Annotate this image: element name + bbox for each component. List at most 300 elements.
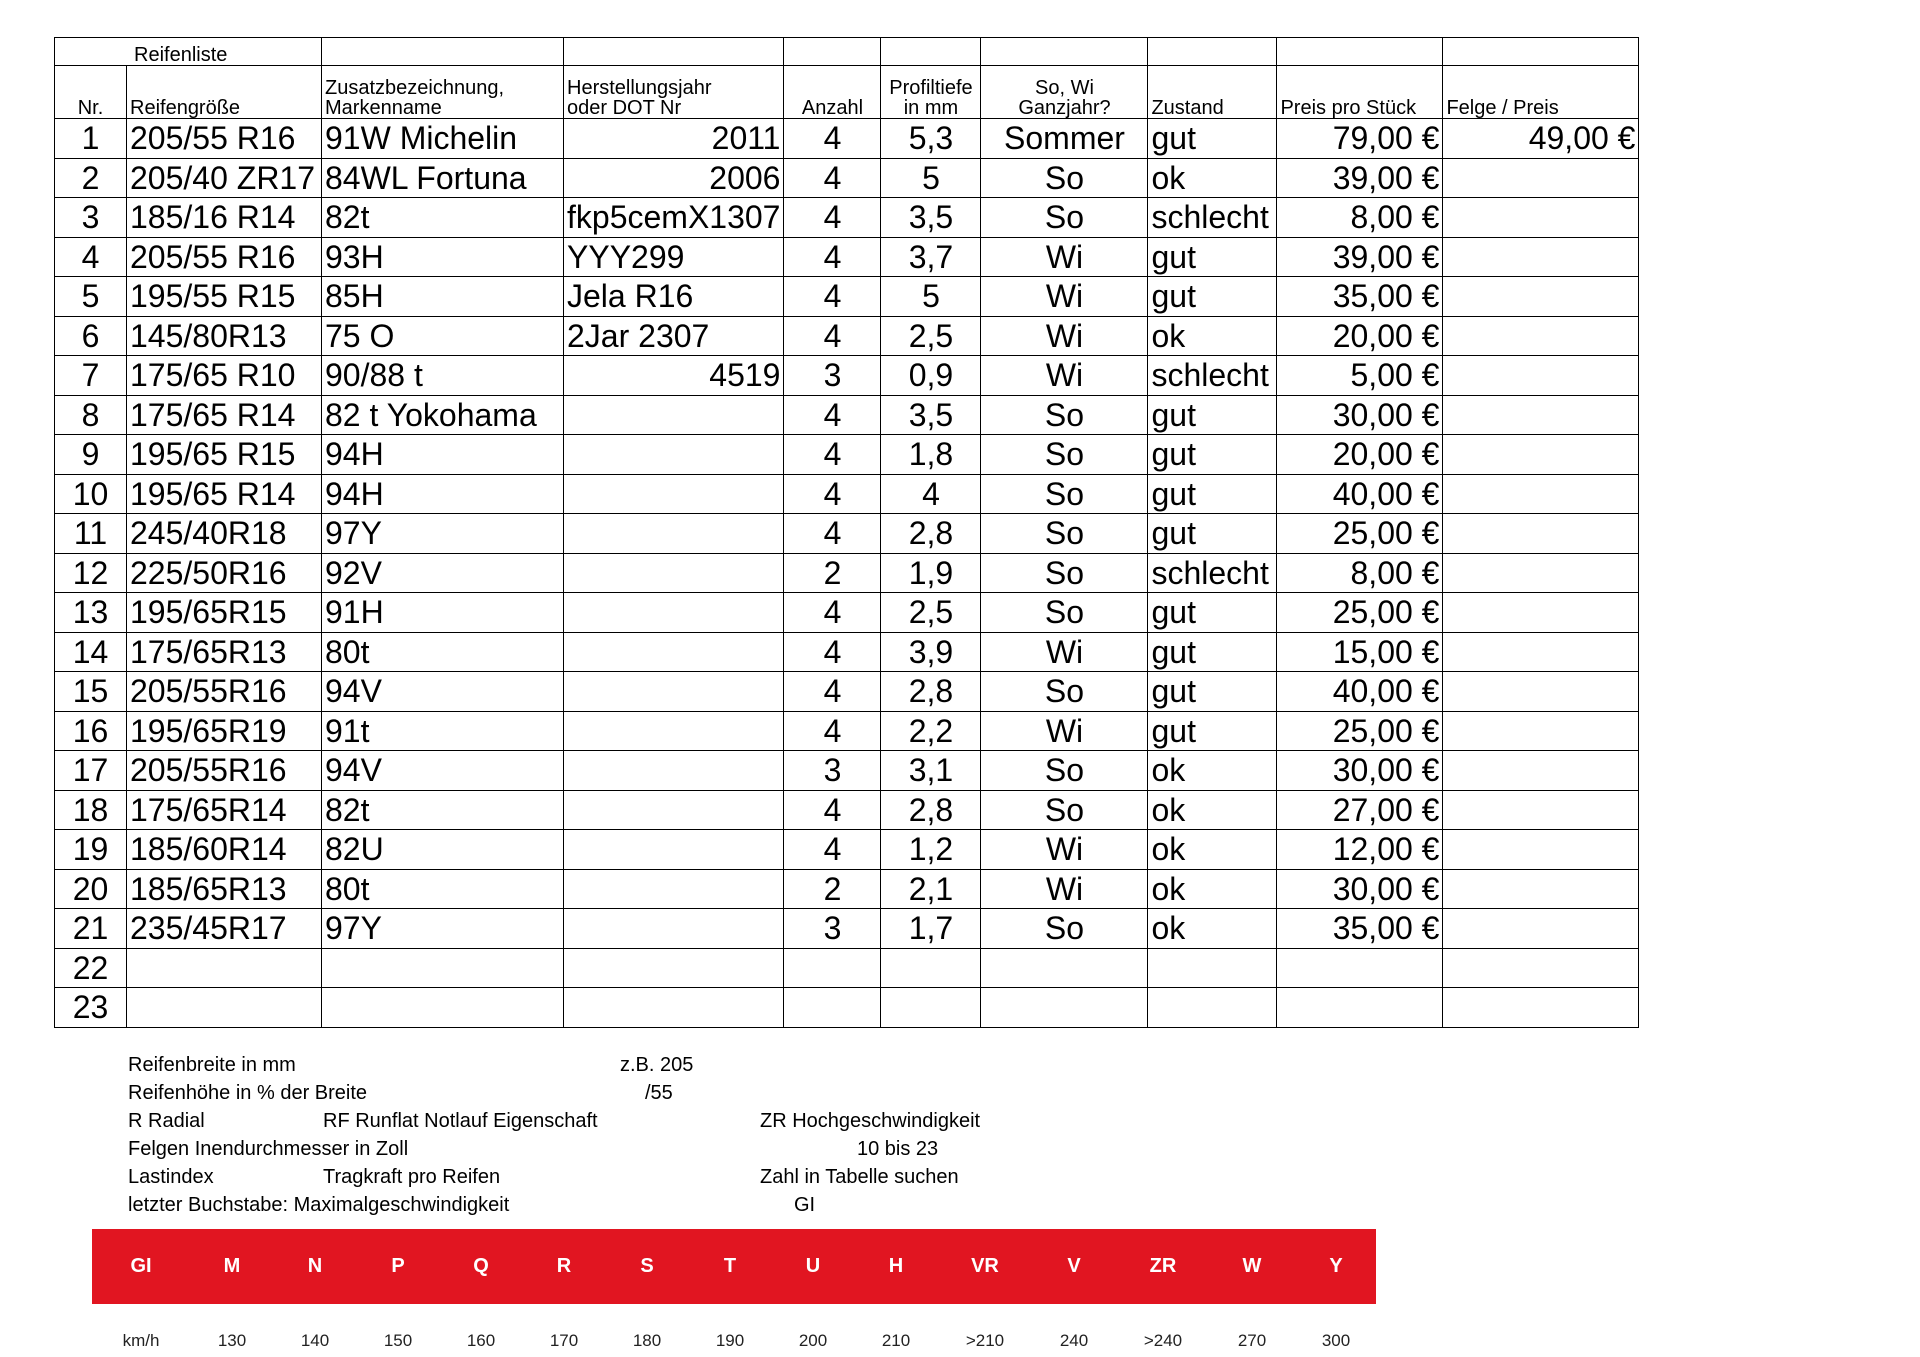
table-row [55,356,1639,396]
speed-code: R [556,1255,572,1277]
cell-extra: 75 O [322,316,564,356]
cell-depth [881,948,981,988]
speed-value: 160 [466,1331,496,1350]
cell-extra: 82U [322,830,564,870]
cell-year [564,830,784,870]
cell-rim [1443,751,1639,791]
speed-value: 140 [300,1331,330,1350]
cell-price: 5,00 € [1277,356,1443,396]
cell-condition: ok [1148,869,1277,909]
cell-count: 2 [784,869,881,909]
cell-count: 4 [784,435,881,475]
cell-extra: 94H [322,435,564,475]
cell-extra: 97Y [322,909,564,949]
cell-condition: schlecht [1148,198,1277,238]
cell-size [127,988,322,1028]
cell-nr: 4 [55,237,127,277]
speed-value: 130 [217,1331,247,1350]
cell-season: So [981,474,1148,514]
cell-year [564,474,784,514]
cell-condition: gut [1148,435,1277,475]
cell-size: 245/40R18 [127,514,322,554]
cell-price: 20,00 € [1277,435,1443,475]
cell-condition: ok [1148,158,1277,198]
legend-load-lookup: Zahl in Tabelle suchen [760,1166,959,1188]
cell-rim [1443,198,1639,238]
cell-year [564,711,784,751]
cell-season: Wi [981,830,1148,870]
legend-speed-example: GI [794,1194,816,1216]
cell-season: Wi [981,277,1148,317]
cell-depth: 1,9 [881,553,981,593]
table-row [55,948,1639,988]
speed-value: 200 [798,1331,828,1350]
cell-count: 2 [784,553,881,593]
cell-season [981,948,1148,988]
cell-price: 40,00 € [1277,672,1443,712]
cell-extra: 85H [322,277,564,317]
cell-season: So [981,435,1148,475]
cell-season: Wi [981,869,1148,909]
speed-value: 240 [1059,1331,1089,1350]
cell-season: So [981,909,1148,949]
cell-nr: 23 [55,988,127,1028]
cell-rim [1443,593,1639,633]
speed-code: Y [1329,1255,1343,1277]
cell-rim [1443,553,1639,593]
cell-extra: 84WL Fortuna [322,158,564,198]
cell-season: So [981,198,1148,238]
cell-depth [881,988,981,1028]
cell-extra: 91H [322,593,564,633]
cell-depth: 1,8 [881,435,981,475]
table-row [55,672,1639,712]
table-row [55,751,1639,791]
cell-price: 30,00 € [1277,751,1443,791]
header-depth: Profiltiefe in mm [881,66,981,119]
cell-count: 3 [784,356,881,396]
table-row [55,316,1639,356]
cell-price: 25,00 € [1277,593,1443,633]
legend-width-example: z.B. 205 [620,1054,694,1076]
speed-code: Q [473,1255,489,1277]
cell-price: 30,00 € [1277,869,1443,909]
cell-season: So [981,514,1148,554]
cell-extra: 94H [322,474,564,514]
cell-size: 175/65 R14 [127,395,322,435]
cell-size: 195/65 R14 [127,474,322,514]
cell-depth: 4 [881,474,981,514]
legend-load-desc: Tragkraft pro Reifen [323,1166,501,1188]
cell-nr: 12 [55,553,127,593]
cell-year [564,988,784,1028]
cell-price: 39,00 € [1277,237,1443,277]
cell-depth: 3,5 [881,198,981,238]
speed-code: S [640,1255,654,1277]
cell-price: 39,00 € [1277,158,1443,198]
cell-condition: gut [1148,119,1277,159]
cell-rim [1443,514,1639,554]
cell-rim [1443,435,1639,475]
table-row [55,198,1639,238]
cell-nr: 3 [55,198,127,238]
cell-size: 195/65R15 [127,593,322,633]
cell-condition: gut [1148,474,1277,514]
cell-size: 145/80R13 [127,316,322,356]
cell-depth: 5 [881,158,981,198]
cell-count: 4 [784,237,881,277]
table-row [55,790,1639,830]
cell-condition: gut [1148,237,1277,277]
cell-price: 27,00 € [1277,790,1443,830]
cell-nr: 2 [55,158,127,198]
table-row [55,711,1639,751]
cell-nr: 7 [55,356,127,396]
cell-depth: 1,7 [881,909,981,949]
cell-year: Jela R16 [564,277,784,317]
cell-season: So [981,672,1148,712]
cell-season: Wi [981,356,1148,396]
cell-extra: 92V [322,553,564,593]
cell-count: 4 [784,119,881,159]
sheet-title: Reifenliste [127,38,322,66]
cell-year: 2Jar 2307 [564,316,784,356]
cell-size: 205/55R16 [127,751,322,791]
cell-year [564,790,784,830]
table-row [55,909,1639,949]
table-row [55,395,1639,435]
speed-code: GI [130,1255,152,1277]
table-row [55,277,1639,317]
cell-rim [1443,988,1639,1028]
cell-count: 4 [784,830,881,870]
cell-price: 12,00 € [1277,830,1443,870]
speed-unit: km/h [122,1331,160,1350]
table-row [55,988,1639,1028]
cell-size: 185/65R13 [127,869,322,909]
cell-count: 3 [784,909,881,949]
cell-extra: 82 t Yokohama [322,395,564,435]
table-row [55,830,1639,870]
cell-year: fkp5cemX1307 [564,198,784,238]
cell-price: 8,00 € [1277,553,1443,593]
legend-radial: R Radial [128,1110,205,1132]
cell-condition [1148,988,1277,1028]
cell-size: 175/65 R10 [127,356,322,396]
cell-size: 205/55 R16 [127,119,322,159]
cell-count: 4 [784,474,881,514]
cell-extra: 90/88 t [322,356,564,396]
cell-size: 235/45R17 [127,909,322,949]
cell-year [564,869,784,909]
cell-year: 2006 [564,158,784,198]
table-row [55,237,1639,277]
speed-code: VR [971,1255,999,1277]
cell-size: 205/55R16 [127,672,322,712]
cell-extra: 91t [322,711,564,751]
cell-count: 4 [784,198,881,238]
cell-size: 225/50R16 [127,553,322,593]
cell-size: 205/40 ZR17 [127,158,322,198]
cell-condition: ok [1148,316,1277,356]
cell-condition [1148,948,1277,988]
cell-season: So [981,553,1148,593]
cell-rim [1443,790,1639,830]
speed-value: 190 [715,1331,745,1350]
header-row [55,66,1639,119]
speed-value: 270 [1237,1331,1267,1350]
cell-depth: 3,9 [881,632,981,672]
cell-condition: schlecht [1148,356,1277,396]
cell-count: 4 [784,593,881,633]
cell-rim [1443,395,1639,435]
cell-depth: 3,5 [881,395,981,435]
cell-year: 4519 [564,356,784,396]
legend-height-example: /55 [645,1082,673,1104]
header-year: Herstellungsjahr oder DOT Nr [564,66,784,119]
cell-condition: gut [1148,711,1277,751]
cell-depth: 0,9 [881,356,981,396]
table-row [55,435,1639,475]
table-row [55,158,1639,198]
cell-count: 4 [784,632,881,672]
cell-season: Wi [981,316,1148,356]
cell-rim: 49,00 € [1443,119,1639,159]
cell-price: 79,00 € [1277,119,1443,159]
cell-nr: 9 [55,435,127,475]
cell-condition: gut [1148,395,1277,435]
legend-width-label: Reifenbreite in mm [128,1054,296,1076]
cell-extra: 82t [322,198,564,238]
cell-nr: 15 [55,672,127,712]
cell-price: 35,00 € [1277,277,1443,317]
cell-nr: 8 [55,395,127,435]
cell-rim [1443,474,1639,514]
cell-size: 175/65R13 [127,632,322,672]
cell-count: 4 [784,158,881,198]
cell-year: YYY299 [564,237,784,277]
cell-count: 4 [784,395,881,435]
cell-price: 30,00 € [1277,395,1443,435]
legend-zr: ZR Hochgeschwindigkeit [760,1110,981,1132]
table-row [55,593,1639,633]
speed-value: 210 [881,1331,911,1350]
title-row [55,38,1639,66]
speed-value: 300 [1321,1331,1351,1350]
cell-extra: 91W Michelin [322,119,564,159]
cell-extra: 80t [322,632,564,672]
cell-nr: 1 [55,119,127,159]
cell-size: 175/65R14 [127,790,322,830]
cell-extra [322,948,564,988]
cell-condition: ok [1148,751,1277,791]
cell-depth: 5 [881,277,981,317]
cell-rim [1443,356,1639,396]
speed-value: 170 [549,1331,579,1350]
cell-depth: 2,5 [881,316,981,356]
cell-nr: 19 [55,830,127,870]
cell-extra: 94V [322,751,564,791]
cell-rim [1443,869,1639,909]
cell-condition: ok [1148,909,1277,949]
cell-year: 2011 [564,119,784,159]
cell-year [564,435,784,475]
cell-depth: 2,5 [881,593,981,633]
cell-condition: gut [1148,514,1277,554]
cell-depth: 2,8 [881,672,981,712]
cell-price: 8,00 € [1277,198,1443,238]
cell-count: 4 [784,711,881,751]
cell-nr: 14 [55,632,127,672]
cell-depth: 1,2 [881,830,981,870]
cell-count [784,988,881,1028]
cell-year [564,909,784,949]
speed-code: N [307,1255,323,1277]
cell-condition: schlecht [1148,553,1277,593]
cell-price: 40,00 € [1277,474,1443,514]
header-extra: Zusatzbezeichnung, Markenname [322,66,564,119]
cell-rim [1443,830,1639,870]
cell-extra: 80t [322,869,564,909]
cell-price: 20,00 € [1277,316,1443,356]
cell-size [127,948,322,988]
speed-code: H [888,1255,904,1277]
header-count: Anzahl [784,66,881,119]
cell-nr: 20 [55,869,127,909]
cell-year [564,948,784,988]
cell-count [784,948,881,988]
cell-size: 185/60R14 [127,830,322,870]
cell-count: 3 [784,751,881,791]
cell-depth: 3,7 [881,237,981,277]
cell-depth: 5,3 [881,119,981,159]
cell-condition: ok [1148,790,1277,830]
cell-count: 4 [784,672,881,712]
table-row [55,514,1639,554]
cell-condition: gut [1148,632,1277,672]
cell-nr: 13 [55,593,127,633]
cell-size: 195/55 R15 [127,277,322,317]
header-nr: Nr. [55,66,127,119]
cell-size: 185/16 R14 [127,198,322,238]
speed-code: W [1242,1255,1262,1277]
cell-season: So [981,790,1148,830]
cell-size: 195/65 R15 [127,435,322,475]
header-rim: Felge / Preis [1443,66,1639,119]
cell-price [1277,948,1443,988]
cell-nr: 5 [55,277,127,317]
cell-size: 195/65R19 [127,711,322,751]
cell-nr: 16 [55,711,127,751]
cell-nr: 18 [55,790,127,830]
cell-rim [1443,672,1639,712]
cell-rim [1443,277,1639,317]
legend-load-index: Lastindex [128,1166,214,1188]
cell-year [564,751,784,791]
cell-year [564,632,784,672]
cell-year [564,593,784,633]
cell-price [1277,988,1443,1028]
cell-depth: 2,8 [881,514,981,554]
cell-count: 4 [784,790,881,830]
header-size: Reifengröße [127,66,322,119]
speed-code: T [723,1255,737,1277]
cell-nr: 17 [55,751,127,791]
cell-season: So [981,751,1148,791]
cell-price: 25,00 € [1277,514,1443,554]
cell-rim [1443,711,1639,751]
cell-count: 4 [784,316,881,356]
cell-price: 25,00 € [1277,711,1443,751]
table-row [55,474,1639,514]
cell-size: 205/55 R16 [127,237,322,277]
speed-code: M [223,1255,241,1277]
cell-condition: gut [1148,277,1277,317]
legend-rim-range: 10 bis 23 [857,1138,939,1160]
cell-season: So [981,593,1148,633]
cell-depth: 2,8 [881,790,981,830]
tire-list-table [54,37,1639,1028]
cell-nr: 22 [55,948,127,988]
cell-season [981,988,1148,1028]
cell-rim [1443,237,1639,277]
cell-year [564,553,784,593]
cell-rim [1443,316,1639,356]
cell-nr: 10 [55,474,127,514]
cell-condition: ok [1148,830,1277,870]
cell-nr: 6 [55,316,127,356]
cell-season: So [981,395,1148,435]
cell-rim [1443,158,1639,198]
header-season: So, Wi Ganzjahr? [981,66,1148,119]
legend-height-label: Reifenhöhe in % der Breite [128,1082,368,1104]
speed-code: U [805,1255,821,1277]
cell-condition: gut [1148,672,1277,712]
table-row [55,632,1639,672]
cell-nr: 11 [55,514,127,554]
cell-depth: 2,2 [881,711,981,751]
cell-price: 15,00 € [1277,632,1443,672]
cell-rim [1443,948,1639,988]
cell-season: Wi [981,237,1148,277]
table-row [55,119,1639,159]
cell-year [564,514,784,554]
cell-extra: 97Y [322,514,564,554]
legend-speed-label: letzter Buchstabe: Maximalgeschwindigkeit [128,1194,510,1216]
header-price: Preis pro Stück [1277,66,1443,119]
speed-code: P [391,1255,405,1277]
cell-extra: 94V [322,672,564,712]
table-row [55,553,1639,593]
table-row [55,869,1639,909]
cell-count: 4 [784,277,881,317]
cell-year [564,395,784,435]
speed-value: 150 [383,1331,413,1350]
cell-rim [1443,909,1639,949]
speed-value: >240 [1143,1331,1183,1350]
legend-rim-label: Felgen Inendurchmesser in Zoll [128,1138,409,1160]
cell-season: Wi [981,711,1148,751]
cell-count: 4 [784,514,881,554]
cell-condition: gut [1148,593,1277,633]
header-condition: Zustand [1148,66,1277,119]
legend-runflat: RF Runflat Notlauf Eigenschaft [323,1110,598,1132]
cell-price: 35,00 € [1277,909,1443,949]
cell-season: So [981,158,1148,198]
speed-code: ZR [1149,1255,1177,1277]
cell-season: Wi [981,632,1148,672]
cell-depth: 3,1 [881,751,981,791]
